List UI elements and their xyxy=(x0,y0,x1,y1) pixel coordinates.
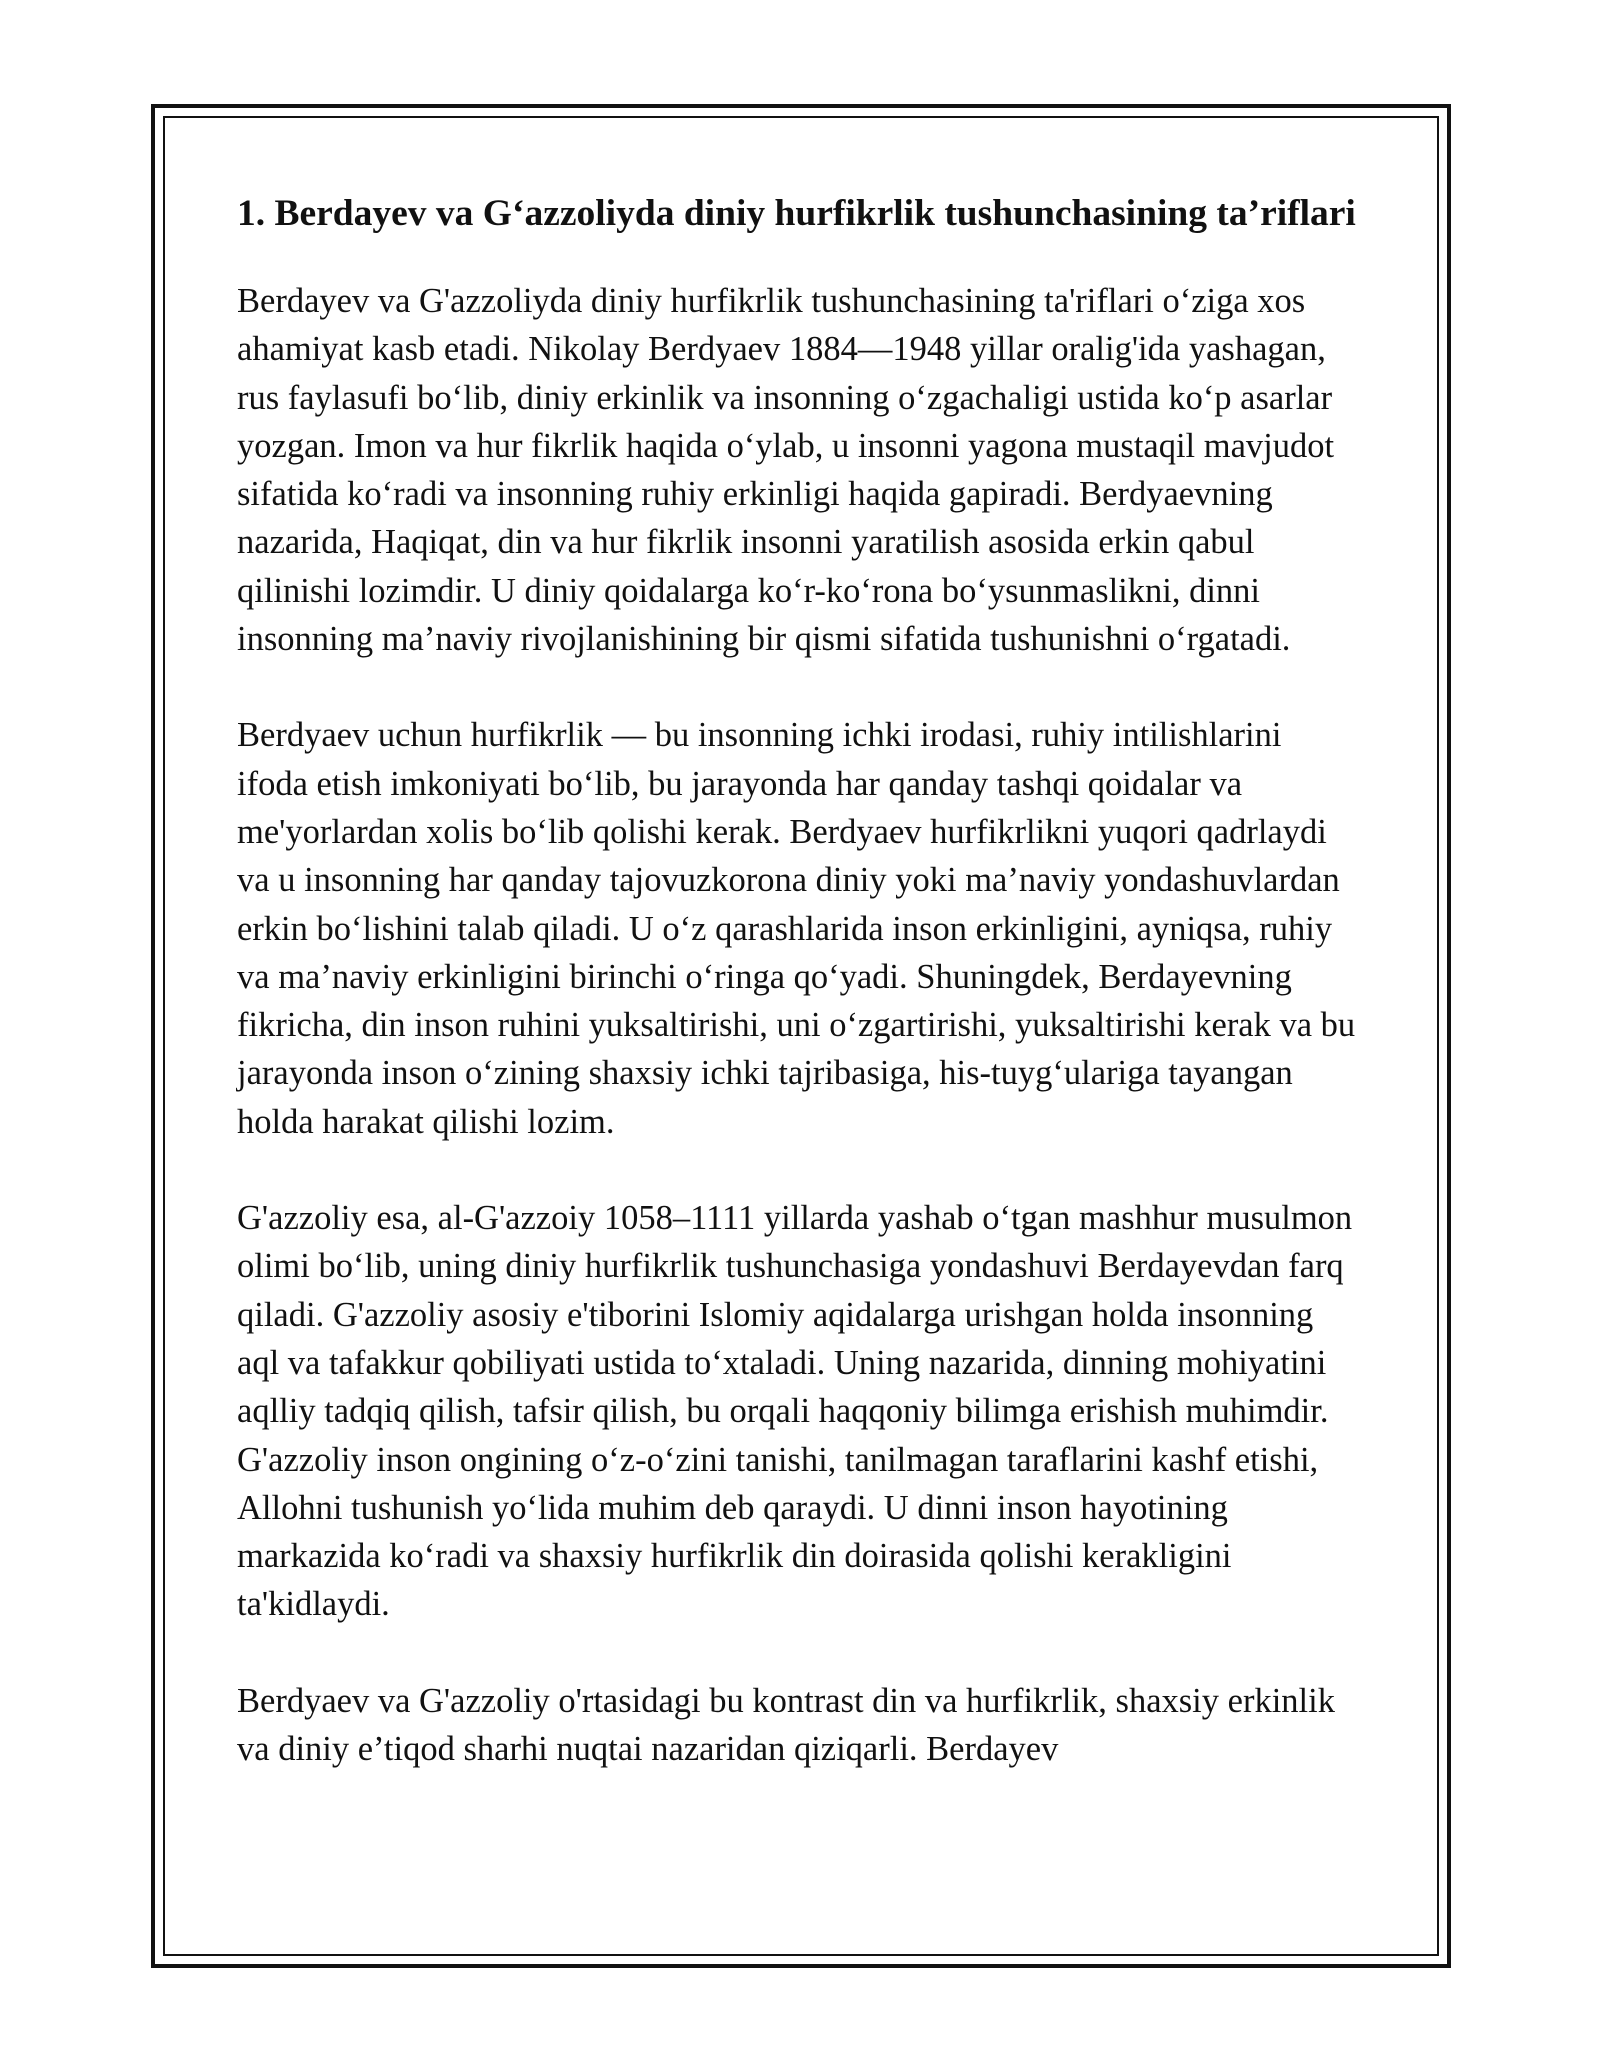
document-body xyxy=(237,186,1357,1821)
paragraph-4: Berdyaev va G'azzoliy o'rtasidagi bu kontrast din va hurfikrlik, shaxsiy erkinlik va diniy e’tiqod sharhi nuqtai nazaridan qiziqarli. Berdayev xyxy=(237,1681,1335,1769)
paragraph-3: G'azzoliy esa, al-G'azzoiy 1058–1111 yillarda yashab o‘tgan mashhur musulmon olimi bo‘lib, uning diniy hurfikrlik tushunchasiga yondashuvi Berdayevdan farq qiladi. G'azzoliy asosiy e'tiborini Islomiy aqidalarga urishgan holda insonning aql va tafakkur qobiliyati ustida to‘xtaladi. Uning nazarida, dinning mohiyatini aqlliy tadqiq qilish, tafsir qilish, bu orqali haqqoniy bilimga erishish muhimdir. G'azzoliy inson ongining o‘z-o‘zini tanishi, tanilmagan taraflarini kashf etishi, Allohni tushunish yo‘lida muhim deb qaraydi. U dinni inson hayotining markazida ko‘radi va shaxsiy hurfikrlik din doirasida qolishi kerakligini ta'kidlaydi. xyxy=(237,1199,1353,1624)
paragraph-2: Berdyaev uchun hurfikrlik — bu insonning ichki irodasi, ruhiy intilishlarini ifoda etish imkoniyati bo‘lib, bu jarayonda har qanday tashqi qoidalar va me'yorlardan xolis bo‘lib qolishi kerak. Berdyaev hurfikrlikni yuqori qadrlaydi va u insonning har qanday tajovuzkorona diniy yoki ma’naviy yondashuvlardan erkin bo‘lishini talab qiladi. U o‘z qarashlarida inson erkinligini, ayniqsa, ruhiy va ma’naviy erkinligini birinchi o‘ringa qo‘yadi. Shuningdek, Berdayevning fikricha, din inson ruhini yuksaltirishi, uni o‘zgartirishi, yuksaltirishi kerak va bu jarayonda inson o‘zining shaxsiy ichki tajribasiga, his-tuyg‘ulariga tayangan holda harakat qilishi lozim. xyxy=(237,716,1356,1141)
paragraph-1: Berdayev va G'azzoliyda diniy hurfikrlik tushunchasining ta'riflari o‘ziga xos ahamiyat kasb etadi. Nikolay Berdyaev 1884—1948 yillar oralig'ida yashagan, rus faylasufi bo‘lib, diniy erkinlik va insonning o‘zgachaligi ustida ko‘p asarlar yozgan. Imon va hur fikrlik haqida o‘ylab, u insonni yagona mustaqil mavjudot sifatida ko‘radi va insonning ruhiy erkinligi haqida gapiradi. Berdyaevning nazarida, Haqiqat, din va hur fikrlik insonni yaratilish asosida erkin qabul qilinishi lozimdir. U diniy qoidalarga ko‘r-ko‘rona bo‘ysunmaslikni, dinni insonning ma’naviy rivojlanishining bir qismi sifatida tushunishni o‘rgatadi. xyxy=(237,282,1335,659)
section-heading: 1. Berdayev va G‘azzoliyda diniy hurfikrlik tushunchasining ta’riflari xyxy=(237,193,1356,234)
